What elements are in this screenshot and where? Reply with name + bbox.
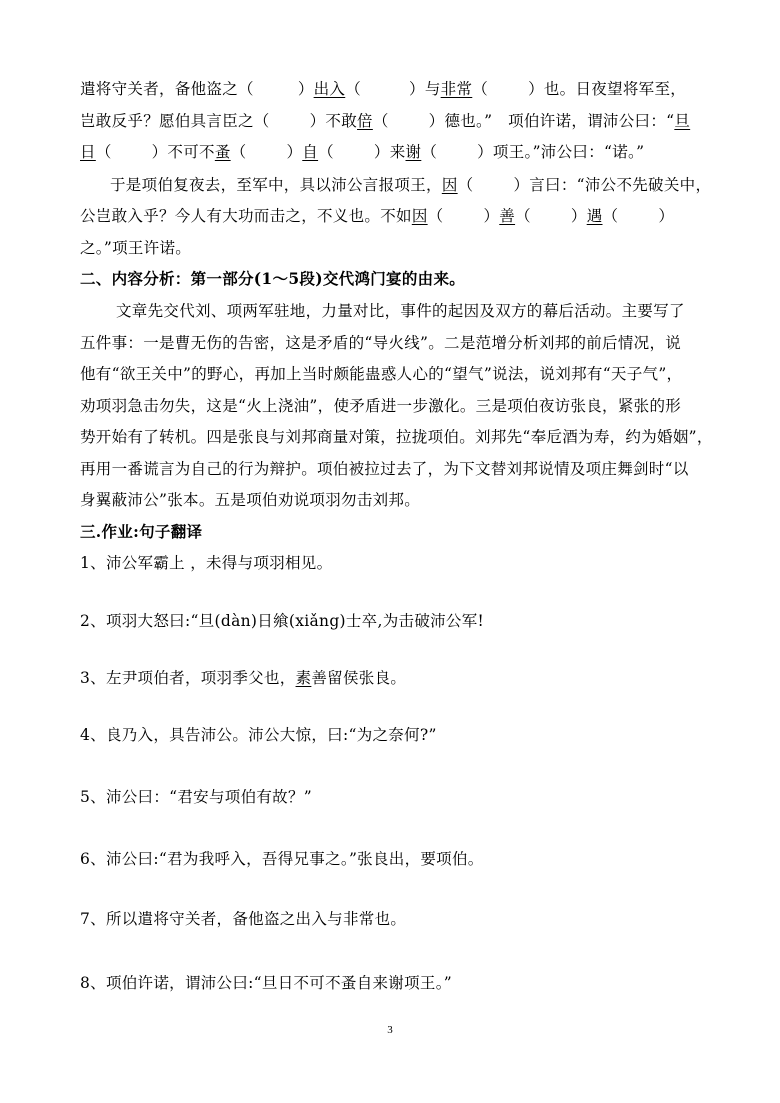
analysis-line: 势开始有了转机。四是张良与刘邦商量对策，拉拢项伯。刘邦先“奉卮酒为寿，约为婚姻”， [80, 428, 713, 446]
annotated-word: 倍 [357, 112, 373, 130]
annotated-word: 因 [441, 176, 458, 194]
analysis-line: 五件事：一是曹无伤的告密，这是矛盾的“导火线”。二是范增分析刘邦的前后情况，说 [80, 334, 682, 352]
analysis-line: 身翼蔽沛公”张本。五是项伯劝说项羽勿击刘邦。 [80, 491, 421, 509]
annotated-word: 素 [295, 669, 312, 687]
section-3-heading: 三.作业:句子翻译 [80, 522, 203, 541]
annotated-word: 旦 [674, 112, 691, 130]
passage-line-6: 之。”项王许诺。 [80, 239, 192, 257]
annotated-word: 蚤 [214, 143, 231, 161]
translation-item: 3、左尹项伯者，项羽季父也，素善留侯张良。 [80, 669, 407, 687]
analysis-line: 他有“欲王关中”的野心，再加上当时颇能蛊惑人心的“望气”说法，说刘邦有“天子气”， [80, 365, 683, 383]
annotated-word: 遇 [586, 207, 603, 225]
annotated-word: 谢 [405, 143, 422, 161]
annotated-word: 善 [499, 207, 516, 225]
translation-item: 1、沛公军霸上 ，未得与项羽相见。 [80, 554, 333, 572]
annotated-word: 日 [80, 143, 96, 161]
passage-line-3: 日（ ）不可不蚤（ ）自（ ）来谢（ ）项王。”沛公曰：“诺。” [80, 143, 645, 161]
translation-item: 5、沛公曰：“君安与项伯有故？” [80, 788, 313, 806]
annotated-word: 自 [302, 143, 319, 161]
passage-line-5: 公岂敢入乎？今人有大功而击之，不义也。不如因（ ）善（ ）遇（ ） [80, 207, 675, 225]
passage-line-1: 遣将守关者，备他盗之（ ）出入（ ）与非常（ ）也。日夜望将军至， [80, 80, 687, 98]
passage-line-2: 岂敢反乎？愿伯具言臣之（ ）不敢倍（ ）德也。” 项伯许诺，谓沛公曰：“旦 [80, 112, 691, 130]
analysis-line: 再用一番谎言为自己的行为辩护。项伯被拉过去了，为下文替刘邦说情及项庄舞剑时“以 [80, 460, 689, 478]
annotated-word: 因 [411, 207, 428, 225]
section-2-heading: 二、内容分析：第一部分(1～5段)交代鸿门宴的由来。 [80, 269, 466, 288]
translation-item: 7、所以遣将守关者，备他盗之出入与非常也。 [80, 910, 407, 928]
translation-item: 2、项羽大怒曰:“旦(dàn)日飨(xiǎng)士卒,为击破沛公军! [80, 612, 485, 630]
passage-line-4: 于是项伯复夜去，至军中，具以沛公言报项王，因（ ）言曰：“沛公不先破关中， [110, 176, 712, 194]
page-number: 3 [387, 1024, 393, 1036]
analysis-line: 劝项羽急击勿失，这是“火上浇油”，使矛盾进一步激化。三是项伯夜访张良，紧张的形 [80, 397, 682, 415]
annotated-word: 出入 [313, 80, 346, 98]
translation-item: 8、项伯许诺，谓沛公曰:“旦日不可不蚤自来谢项王。” [80, 974, 452, 992]
annotated-word: 非常 [440, 80, 473, 98]
translation-item: 4、良乃入，具告沛公。沛公大惊，曰:“为之奈何?” [80, 726, 437, 744]
analysis-line: 文章先交代刘、项两军驻地，力量对比，事件的起因及双方的幕后活动。主要写了 [116, 302, 685, 320]
translation-item: 6、沛公曰:“君为我呼入，吾得兄事之。”张良出，要项伯。 [80, 850, 484, 868]
